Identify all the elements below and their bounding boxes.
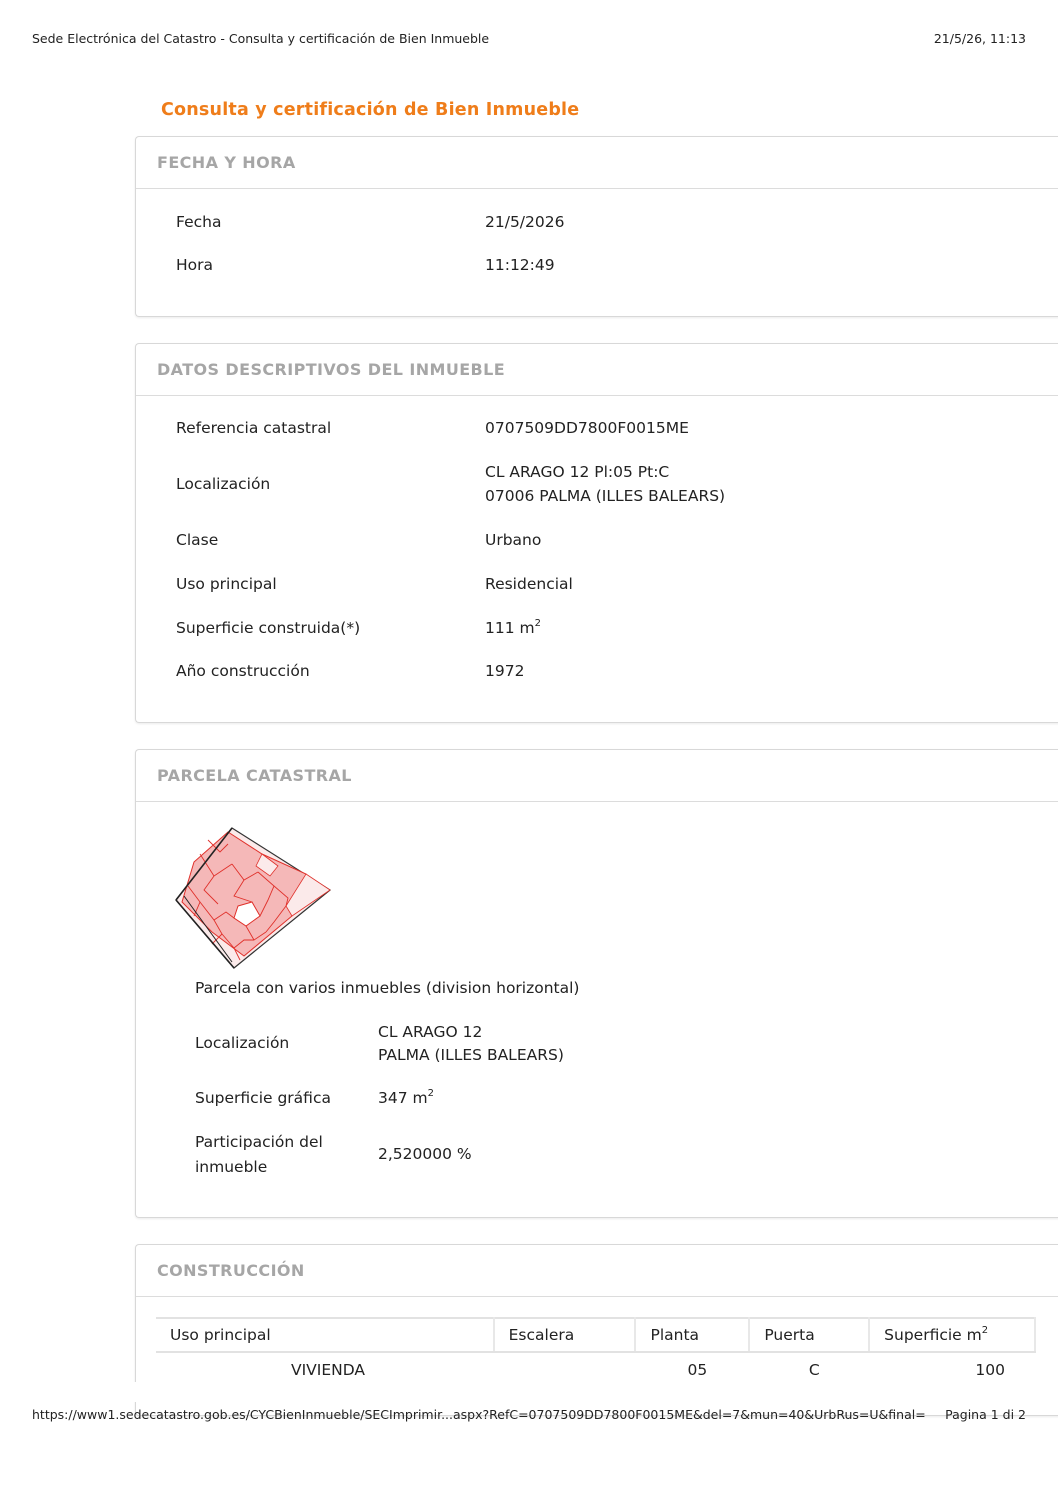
print-footer <box>32 1407 1026 1422</box>
cell-planta: 05 <box>687 1361 708 1379</box>
superficie-grafica-unit-sup: 2 <box>427 1088 434 1099</box>
localizacion-line2: 07006 PALMA (ILLES BALEARS) <box>485 487 726 505</box>
fecha-hora-card <box>135 136 1058 317</box>
col-superficie: Superficie $m^2$ <box>869 1318 1035 1352</box>
datos-descriptivos-header: DATOS DESCRIPTIVOS DEL INMUEBLE <box>136 344 1058 396</box>
page-break <box>0 1382 1058 1402</box>
participacion-label-line1: Participación del <box>195 1133 323 1151</box>
col-planta: Planta <box>635 1318 749 1352</box>
parcela-localizacion-label: Localización <box>195 1034 290 1052</box>
print-header-title: Sede Electrónica del Catastro - Consulta y certificación de Bien Inmueble <box>32 31 490 46</box>
anio-label: Año construcción <box>176 662 310 680</box>
construccion-header: CONSTRUCCIÓN <box>136 1245 1058 1297</box>
uso-value: Residencial <box>485 575 573 593</box>
superficie-label: Superficie construida(*) <box>176 619 361 637</box>
uso-label: Uso principal <box>176 575 277 593</box>
referencia-value: 0707509DD7800F0015ME <box>485 419 689 437</box>
parcela-localizacion-line2: PALMA (ILLES BALEARS) <box>378 1046 564 1064</box>
cell-puerta: C <box>808 1361 820 1379</box>
localizacion-line1: CL ARAGO 12 Pl:05 Pt:C <box>485 463 670 481</box>
referencia-label: Referencia catastral <box>176 419 332 437</box>
superficie-grafica-label: Superficie gráfica <box>195 1089 331 1107</box>
page-title: Consulta y certificación de Bien Inmueble <box>161 100 580 120</box>
participacion-label-line2: inmueble <box>195 1158 268 1176</box>
parcela-card <box>135 749 1058 1218</box>
print-header <box>32 31 1026 46</box>
hora-value: 11:12:49 <box>485 256 555 274</box>
hora-label: Hora <box>176 256 214 274</box>
col-uso-principal: Uso principal <box>156 1318 494 1352</box>
parcela-header: PARCELA CATASTRAL <box>136 750 1058 802</box>
fecha-value: 21/5/2026 <box>485 213 565 231</box>
datos-descriptivos-card <box>135 343 1058 723</box>
anio-value: 1972 <box>485 662 525 680</box>
parcel-map <box>174 824 334 972</box>
construccion-table <box>156 1317 1036 1387</box>
col-puerta: Puerta <box>749 1318 869 1352</box>
col-superficie-sup: 2 <box>981 1325 989 1336</box>
localizacion-label: Localización <box>176 475 271 493</box>
fecha-label: Fecha <box>176 213 222 231</box>
cell-uso: VIVIENDA <box>291 1361 366 1379</box>
clase-label: Clase <box>176 531 219 549</box>
print-footer-page: Pagina 1 di 2 <box>945 1407 1026 1422</box>
cell-superficie: 100 <box>975 1361 1005 1379</box>
print-header-datetime: 21/5/26, 11:13 <box>933 31 1026 46</box>
print-footer-url: https://www1.sedecatastro.gob.es/CYCBienInmueble/SECImprimir...aspx?RefC=0707509DD7800F0015ME&del=7&mun=40&UrbRus=U&final= <box>32 1407 926 1422</box>
superficie-value: 111 $m^2$ <box>485 618 541 637</box>
clase-value: Urbano <box>485 531 542 549</box>
table-header-row <box>156 1318 1035 1352</box>
parcela-localizacion-line1: CL ARAGO 12 <box>378 1023 483 1041</box>
fecha-hora-header: FECHA Y HORA <box>136 137 1058 189</box>
col-escalera: Escalera <box>494 1318 636 1352</box>
superficie-unit-sup: 2 <box>534 618 541 629</box>
participacion-value: 2,520000 % <box>378 1145 472 1163</box>
parcel-built-area <box>182 832 306 956</box>
superficie-grafica-value: 347 $m^2$ <box>378 1088 434 1107</box>
parcela-description: Parcela con varios inmuebles (division horizontal) <box>195 979 580 997</box>
